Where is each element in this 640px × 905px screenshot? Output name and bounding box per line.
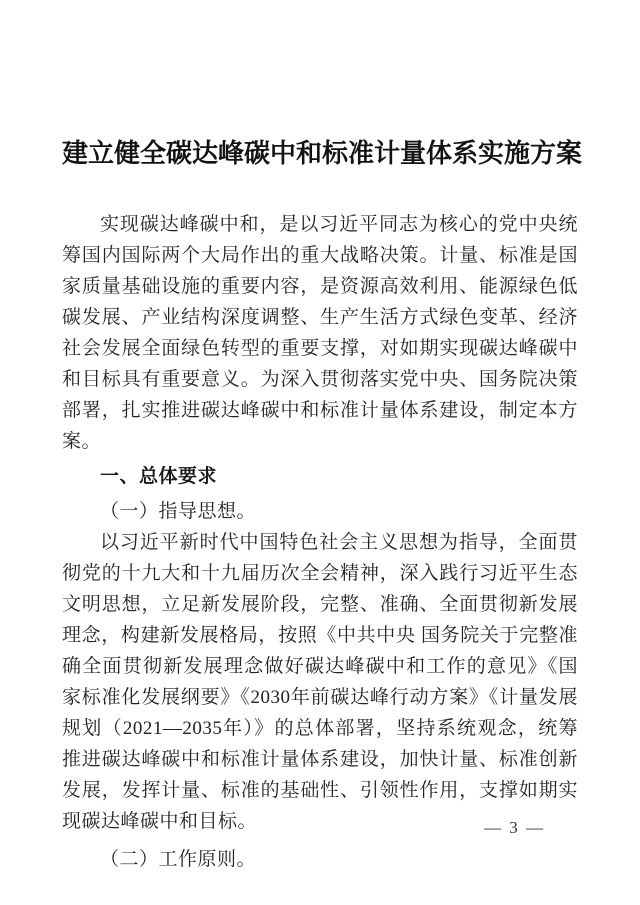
page-number: — 3 — [484,818,545,837]
subsection-2-heading: （二）工作原则。 [100,849,257,871]
subsection-1-heading: （一）指导思想。 [100,501,257,523]
document-body [62,209,578,875]
document-title: 建立健全碳达峰碳中和标准计量体系实施方案 [62,139,583,168]
section-1-heading: 一、总体要求 [100,466,218,488]
page-footer [484,818,545,838]
intro-paragraph: 实现碳达峰碳中和，是以习近平同志为核心的党中央统筹国内国际两个大局作出的重大战略决策。计量、标准是国家质量基础设施的重要内容，是资源高效利用、能源绿色低碳发展、产业结构深度调整、生产生活方式绿色变革、经济社会发展全面绿色转型的重要支撑，对如期实现碳达峰碳中和目标具有重要意义。为深入贯彻落实党中央、国务院决策部署，扎实推进碳达峰碳中和标准计量体系建设，制定本方案。 [62,214,578,453]
guiding-ideology-paragraph: 以习近平新时代中国特色社会主义思想为指导，全面贯彻党的十九大和十九届历次全会精神，深入践行习近平生态文明思想，立足新发展阶段，完整、准确、全面贯彻新发展理念，构建新发展格局，按照《中共中央 国务院关于完整准确全面贯彻新发展理念做好碳达峰碳中和工作的意见》《国家标准化发展纲要》《2030年前碳达峰行动方案》《计量发展规划（2021—2035年）》的总体部署，坚持系统观念，统筹推进碳达峰碳中和标准计量体系建设，加快计量、标准创新发展，发挥计量、标准的基础性、引领性作用，支撑如期实现碳达峰碳中和目标。 [62,532,578,833]
